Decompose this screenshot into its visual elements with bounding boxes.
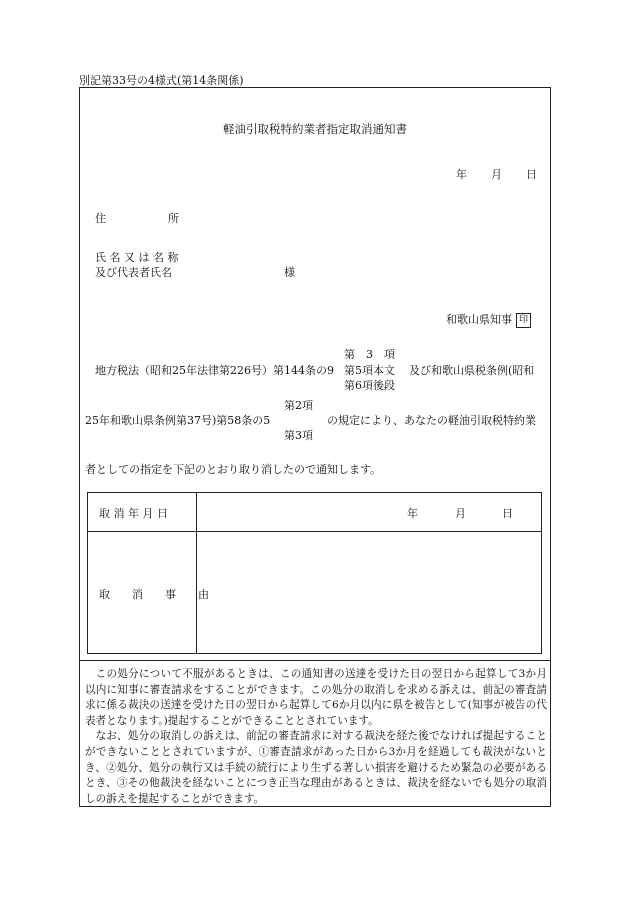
clause-b-bot: 第3項 (284, 429, 313, 442)
notice-paragraph-1: この処分について不服があるときは、この通知書の送達を受けた日の翌日から起算して3か月以内に知事に審査請求をすることができます。この処分の取消しを求める訴えは、前記の審査請求に係る裁決の送達を受けた日の翌日から起算して6か月以内に県を被告として(知事が被告の代表者となります。)提起することができることとされています。 (85, 668, 547, 727)
body-line1-prefix: 地方税法（昭和25年法律第226号）第144条の9 (95, 364, 334, 377)
clause-a-mid: 第5項本文 (344, 364, 395, 377)
representative-label: 及び代表者氏名 (95, 266, 172, 279)
cancellation-reason-label: 取 消 事 由 (99, 588, 209, 601)
clause-b-top: 第2項 (284, 399, 313, 412)
body-line2-suffix: の規定により、あなたの軽油引取税特約業 (327, 414, 536, 427)
issuer (446, 311, 531, 328)
clause-a-top: 第 3 項 (344, 348, 395, 361)
name-label: 氏 名 又 は 名 称 (95, 251, 179, 264)
body-line2-prefix: 25年和歌山県条例第37号)第58条の5 (85, 414, 271, 427)
address-label-2: 所 (168, 212, 179, 225)
document-title: 軽油引取税特約業者指定取消通知書 (223, 122, 407, 136)
cancellation-reason-field (197, 532, 541, 653)
notice-divider (79, 660, 551, 661)
honorific: 様 (284, 266, 295, 279)
cancellation-table (87, 492, 542, 654)
body-line3: 者としての指定を下記のとおり取り消したので通知します。 (85, 463, 382, 476)
date-month-label: 月 (491, 168, 502, 181)
seal-stamp: 印 (516, 313, 531, 328)
clause-a-bot: 第6項後段 (344, 379, 395, 392)
issuer-name: 和歌山県知事 (446, 313, 512, 326)
cancellation-date-label: 取 消 年 月 日 (99, 507, 168, 520)
appeal-notice (85, 667, 547, 807)
cancellation-month: 月 (455, 507, 466, 520)
date-year-label: 年 (456, 168, 467, 181)
notice-paragraph-2: なお、処分の取消しの訴えは、前記の審査請求に対する裁決を経た後でなければ提起することができないこととされていますが、①審査請求があった日から3か月を経過しても裁決がないとき、②処分、処分の執行又は手続の続行により生ずる著しい損害を避けるため緊急の必要があるとき、③その他裁決を経ないことにつき正当な理由があるときは、裁決を経ないでも処分の取消しの訴えを提起することができます。 (85, 730, 547, 805)
address-label-1: 住 (95, 212, 106, 225)
body-line1-suffix: 及び和歌山県税条例(昭和 (409, 364, 535, 377)
cancellation-year: 年 (407, 507, 418, 520)
form-reference: 別記第33号の4様式(第14条関係) (79, 74, 244, 87)
date-day-label: 日 (526, 168, 537, 181)
cancellation-day: 日 (502, 507, 513, 520)
